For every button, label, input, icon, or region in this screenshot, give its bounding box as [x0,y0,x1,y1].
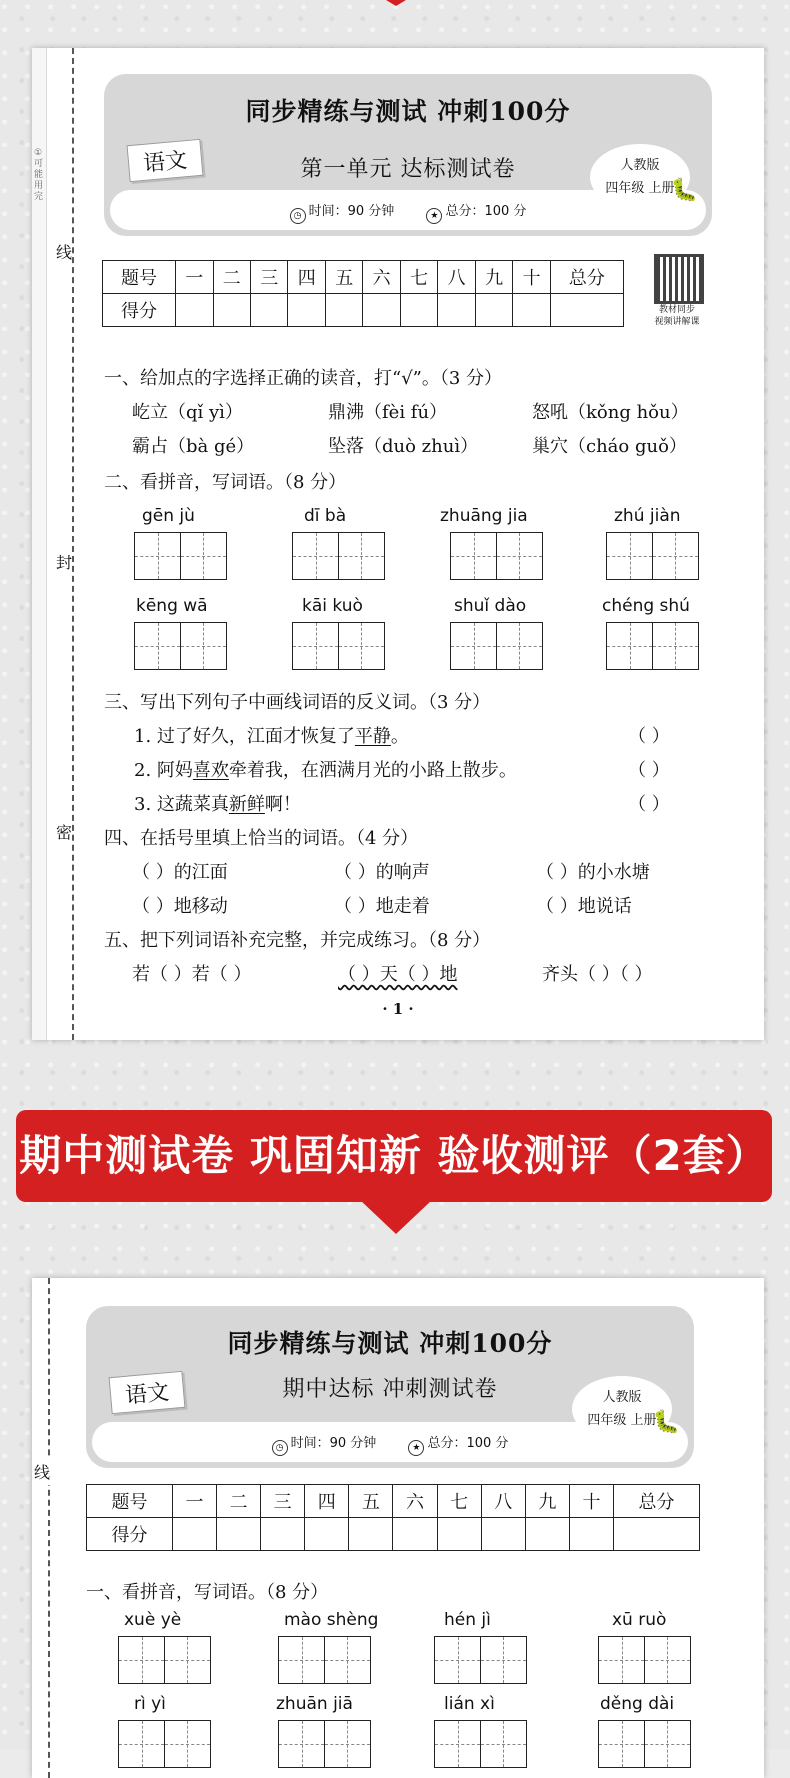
writing-grid[interactable] [278,1720,369,1766]
q3-sentence [134,790,301,816]
q3-sentence [134,722,409,748]
score-cell[interactable] [305,1518,349,1551]
series-title: 同步精练与测试 冲刺100分 [245,97,571,126]
score-icon: ★ [426,208,442,224]
sheet-header [104,74,712,236]
subject-tag: 语文 [127,139,204,182]
score-header-cell: 四 [305,1485,349,1518]
score-cell[interactable] [481,1518,525,1551]
test-sheet-unit1 [32,48,764,1040]
side-note: ①可能用完 [34,148,44,202]
q4-item[interactable]: （ ）地走着 [334,896,430,917]
score-cell[interactable] [217,1518,261,1551]
score-table-header-row [103,261,624,294]
question-5-title: 五、把下列词语补充完整，并完成练习。（8 分） [104,930,491,951]
clock-icon: ◷ [290,208,306,224]
q3-answer-blank[interactable]: （ ） [628,760,670,781]
score-header-cell: 三 [261,1485,305,1518]
cut-line [48,1278,50,1778]
unit-title: 期中达标 冲刺测试卷 [282,1377,498,1402]
score-header-cell: 总分 [614,1485,700,1518]
score-cell[interactable] [172,1518,216,1551]
score-header-cell: 五 [325,261,362,294]
top-red-mark [386,0,406,6]
q3-underlined-word: 喜欢 [192,760,229,781]
score-cell[interactable] [569,1518,613,1551]
banner-pointer [360,1200,432,1234]
pinyin-label: xū ruò [612,1610,667,1630]
score-table-score-row [103,294,624,327]
pinyin-label: rì yì [134,1694,166,1714]
score-table [86,1484,700,1551]
exam-meta [104,200,712,224]
score-header-cell: 题号 [103,261,176,294]
q3-answer-blank[interactable]: （ ） [628,726,670,747]
score-header-cell: 六 [393,1485,437,1518]
score-header-cell: 三 [250,261,287,294]
q5-item[interactable]: 若（ ）若（ ） [132,964,252,985]
q3-text: 牵着我，在洒满月光的小路上散步。 [228,760,517,781]
score-header-cell: 九 [525,1485,569,1518]
writing-grid[interactable] [134,532,225,578]
series-title: 同步精练与测试 冲刺100分 [227,1329,553,1358]
clock-icon: ◷ [272,1440,288,1456]
score-cell[interactable] [325,294,362,327]
time-limit: 时间：90 分钟 [308,204,395,219]
score-header-cell: 题号 [87,1485,173,1518]
q3-underlined-word: 平静 [354,726,391,747]
score-cell[interactable] [349,1518,393,1551]
side-char-xian: 线 [34,1458,50,1485]
pinyin-label: gēn jù [142,506,195,526]
q3-sentence [134,756,517,782]
qr-caption [642,304,712,328]
q3-text: 。 [390,726,409,747]
q1-item[interactable]: 鼎沸（fèi fú） [328,402,448,423]
pinyin-label: mào shèng [284,1610,379,1630]
promo-banner: 期中测试卷 巩固知新 验收测评（2套） [16,1110,772,1202]
sheet-header [86,1306,694,1468]
q4-item[interactable]: （ ）地说话 [536,896,632,917]
writing-grid[interactable] [598,1636,689,1682]
caterpillar-mascot-icon: 🐛 [652,1410,680,1435]
score-table-score-row [87,1518,700,1551]
score-table [102,260,624,327]
question-4-title: 四、在括号里填上恰当的词语。（4 分） [104,828,419,849]
score-cell[interactable] [550,294,623,327]
score-header-cell: 二 [217,1485,261,1518]
writing-grid[interactable] [118,1636,209,1682]
q4-item[interactable]: （ ）地移动 [132,896,228,917]
q3-text: 啊！ [264,794,301,815]
question-2-title: 二、看拼音，写词语。（8 分） [104,472,347,493]
writing-grid[interactable] [598,1720,689,1766]
total-score: 总分：100 分 [445,204,527,219]
score-cell[interactable] [250,294,287,327]
q4-item[interactable]: （ ）的小水塘 [536,862,650,883]
score-cell[interactable] [393,1518,437,1551]
pinyin-label: zhuān jiā [276,1694,353,1714]
writing-grid[interactable] [606,532,697,578]
writing-grid[interactable] [450,622,541,668]
q3-underlined-word: 新鲜 [228,794,265,815]
score-header-cell: 二 [213,261,250,294]
question-1-title: 一、看拼音，写词语。（8 分） [86,1582,329,1603]
score-cell[interactable] [261,1518,305,1551]
qr-caption-line: 教材同步 [658,305,695,315]
q1-item[interactable]: 坠落（duò zhuì） [328,436,479,457]
score-cell[interactable] [437,1518,481,1551]
pinyin-label: kāi kuò [302,596,363,616]
score-header-cell: 一 [172,1485,216,1518]
score-row-label: 得分 [103,294,176,327]
score-cell[interactable] [475,294,512,327]
writing-grid[interactable] [434,1636,525,1682]
q3-text: 1. 过了好久，江面才恢复了 [134,726,355,747]
writing-grid[interactable] [278,1636,369,1682]
score-header-cell: 五 [349,1485,393,1518]
pinyin-label: zhuāng jia [440,506,528,526]
q4-item[interactable]: （ ）的江面 [132,862,228,883]
score-cell[interactable] [513,294,550,327]
score-cell[interactable] [438,294,475,327]
score-row-label: 得分 [87,1518,173,1551]
edition-label: 人教版 [620,158,660,173]
writing-grid[interactable] [134,622,225,668]
writing-grid[interactable] [118,1720,209,1766]
test-sheet-midterm [32,1278,764,1778]
question-1-title: 一、给加点的字选择正确的读音，打“√”。（3 分） [104,368,503,389]
q5-item[interactable]: 齐头（ ）（ ） [542,964,653,985]
page-number: · 1 · [382,1000,414,1018]
total-score: 总分：100 分 [427,1436,509,1451]
writing-grid[interactable] [292,532,383,578]
score-header-cell: 十 [569,1485,613,1518]
qr-caption-line: 视频讲解课 [654,317,700,327]
writing-grid[interactable] [450,532,541,578]
score-header-cell: 九 [475,261,512,294]
score-header-cell: 十 [513,261,550,294]
side-char-xian: 线 [56,238,72,265]
q5-item[interactable]: （ ）天（ ）地 [338,964,458,985]
score-cell[interactable] [213,294,250,327]
score-header-cell: 总分 [550,261,623,294]
q3-text: 2. 阿妈 [134,760,193,781]
writing-grid[interactable] [606,622,697,668]
qr-code-icon[interactable] [654,254,704,304]
score-icon: ★ [408,1440,424,1456]
score-header-cell: 七 [400,261,437,294]
cut-line [72,48,74,1040]
q1-item[interactable]: 巢穴（cháo guǒ） [532,436,687,457]
pinyin-label: chéng shú [602,596,690,616]
writing-grid[interactable] [292,622,383,668]
q3-text: 3. 这蔬菜真 [134,794,229,815]
q1-item[interactable]: 霸占（bà gé） [132,436,255,457]
q3-answer-blank[interactable]: （ ） [628,794,670,815]
caterpillar-mascot-icon: 🐛 [670,178,698,203]
pinyin-label: zhú jiàn [614,506,681,526]
pinyin-label: kēng wā [136,596,208,616]
pinyin-label: dī bà [304,506,347,526]
q1-item[interactable]: 屹立（qǐ yì） [132,402,243,423]
pinyin-label: děng dài [600,1694,675,1714]
pinyin-label: hén jì [444,1610,491,1630]
pinyin-label: shuǐ dào [454,596,527,616]
score-header-cell: 一 [176,261,213,294]
score-header-cell: 八 [481,1485,525,1518]
grade-label: 四年级 上册 [587,1413,657,1428]
score-cell[interactable] [614,1518,700,1551]
time-limit: 时间：90 分钟 [290,1436,377,1451]
unit-title: 第一单元 达标测试卷 [300,157,516,182]
score-cell[interactable] [363,294,400,327]
side-char-mi: 密 [56,818,72,845]
score-cell[interactable] [288,294,325,327]
subject-tag: 语文 [109,1371,186,1414]
score-cell[interactable] [525,1518,569,1551]
score-cell[interactable] [400,294,437,327]
pinyin-label: lián xì [444,1694,495,1714]
score-header-cell: 七 [437,1485,481,1518]
writing-grid[interactable] [434,1720,525,1766]
pinyin-label: xuè yè [124,1610,182,1630]
grade-label: 四年级 上册 [605,181,675,196]
question-3-title: 三、写出下列句子中画线词语的反义词。（3 分） [104,692,491,713]
score-header-cell: 六 [363,261,400,294]
side-char-feng: 封 [56,548,72,575]
score-header-cell: 四 [288,261,325,294]
score-header-cell: 八 [438,261,475,294]
score-cell[interactable] [176,294,213,327]
q1-item[interactable]: 怒吼（kǒng hǒu） [532,402,689,423]
edition-label: 人教版 [602,1390,642,1405]
score-table-header-row [87,1485,700,1518]
exam-meta [86,1432,694,1456]
q4-item[interactable]: （ ）的响声 [334,862,430,883]
